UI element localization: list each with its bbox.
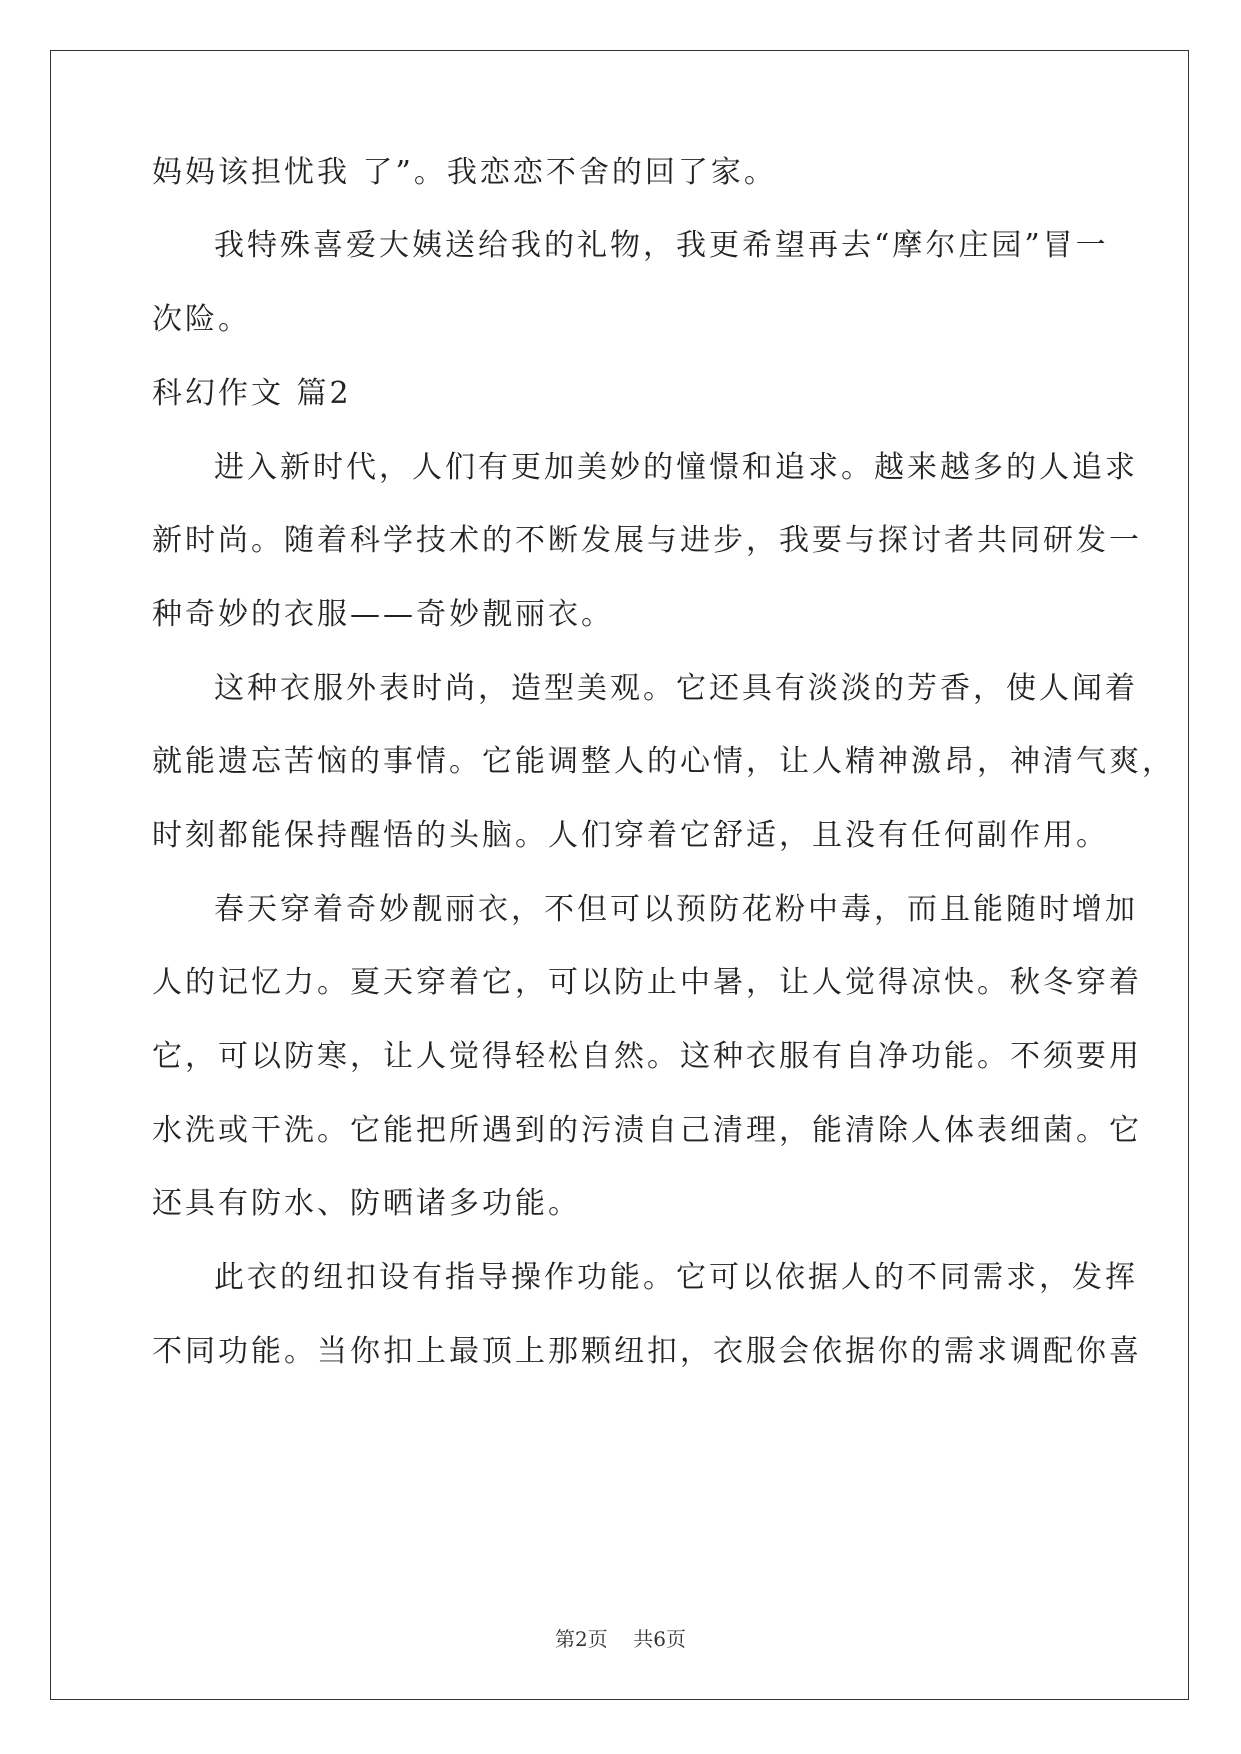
text-line: 种奇妙的衣服——奇妙靓丽衣。 bbox=[152, 597, 614, 632]
page-number: 第2页 bbox=[555, 1627, 608, 1651]
text-line: 还具有防水、防晒诸多功能。 bbox=[152, 1186, 581, 1221]
text-line: 进入新时代，人们有更加美妙的憧憬和追求。越来越多的人追求 bbox=[214, 450, 1138, 485]
text-line: 就能遗忘苦恼的事情。它能调整人的心情，让人精神激昂，神清气爽， bbox=[152, 744, 1175, 779]
text-line: 新时尚。随着科学技术的不断发展与进步，我要与探讨者共同研发一 bbox=[152, 523, 1142, 558]
text-line: 人的记忆力。夏天穿着它，可以防止中暑，让人觉得凉快。秋冬穿着 bbox=[152, 965, 1142, 1000]
text-line: 这种衣服外表时尚，造型美观。它还具有淡淡的芳香，使人闻着 bbox=[214, 671, 1138, 706]
text-line: 它，可以防寒，让人觉得轻松自然。这种衣服有自净功能。不须要用 bbox=[152, 1039, 1142, 1074]
section-heading: 科幻作文 篇2 bbox=[152, 376, 352, 411]
text-line: 我特殊喜爱大姨送给我的礼物，我更希望再去“摩尔庄园”冒一 bbox=[214, 228, 1109, 263]
total-pages: 共6页 bbox=[633, 1627, 686, 1651]
text-line: 水洗或干洗。它能把所遇到的污渍自己清理，能清除人体表细菌。它 bbox=[152, 1113, 1142, 1148]
text-line: 春天穿着奇妙靓丽衣，不但可以预防花粉中毒，而且能随时增加 bbox=[214, 892, 1138, 927]
text-line: 此衣的纽扣设有指导操作功能。它可以依据人的不同需求，发挥 bbox=[214, 1260, 1138, 1295]
page-border bbox=[50, 50, 1189, 1700]
text-line: 妈妈该担忧我 了”。我恋恋不舍的回了家。 bbox=[152, 155, 777, 190]
text-line: 不同功能。当你扣上最顶上那颗纽扣，衣服会依据你的需求调配你喜 bbox=[152, 1334, 1142, 1369]
text-line: 次险。 bbox=[152, 302, 251, 337]
text-line: 时刻都能保持醒悟的头脑。人们穿着它舒适，且没有任何副作用。 bbox=[152, 818, 1109, 853]
page-footer bbox=[0, 1627, 1241, 1651]
